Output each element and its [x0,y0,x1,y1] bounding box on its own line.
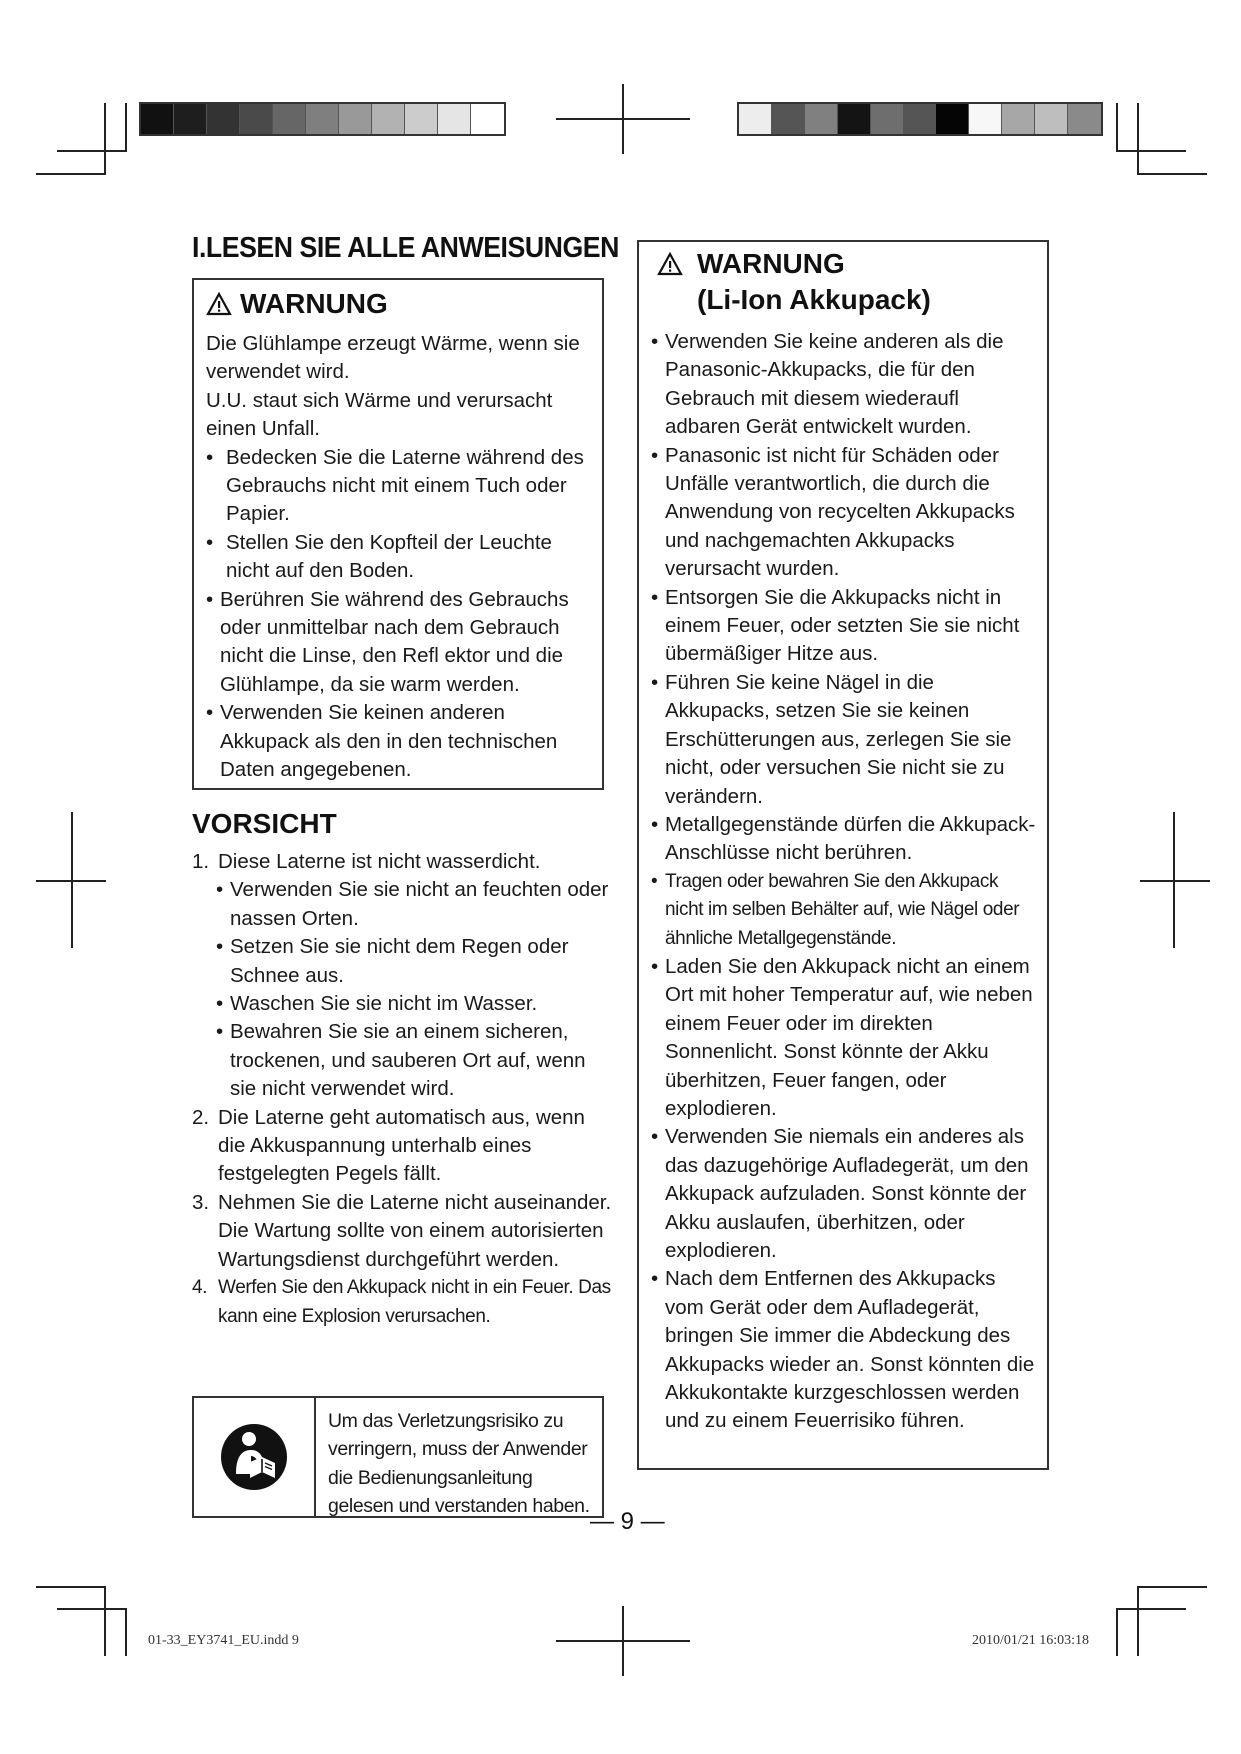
page-number: — 9 — [590,1508,665,1535]
color-swatch [904,104,937,134]
color-swatch [871,104,904,134]
color-swatch [240,104,273,134]
footer-timestamp: 2010/01/21 16:03:18 [972,1633,1090,1648]
warning-intro-1: Die Glühlampe erzeugt Wärme, wenn sie verwendet wird. [206,332,580,384]
color-swatch [174,104,207,134]
caution-heading: VORSICHT [192,808,337,839]
caution-subitem: • Waschen Sie sie nicht im Wasser. [192,990,612,1018]
warning-triangle-icon [657,252,683,276]
color-swatch [372,104,405,134]
color-swatch [438,104,471,134]
warning-bullet: • Bedecken Sie die Laterne während des Gebrauchs nicht mit einem Tuch oder Papier. [206,444,594,529]
warning-bullet: • Verwenden Sie keinen anderen Akkupack als den in den technischen Daten angegebenen. [206,699,594,784]
caution-item [192,1104,612,1189]
color-swatch [405,104,438,134]
li-ion-bullet: • Führen Sie keine Nägel in die Akkupacks, setzen Sie sie keinen Erschütterungen aus, zerlegen Sie sie nicht, oder versuchen Sie nicht sie zu verändern. [651,669,1039,811]
caution-subitem: • Setzen Sie sie nicht dem Regen oder Schnee aus. [192,933,612,990]
page-title: I.LESEN SIE ALLE ANWEISUNGEN [192,232,619,264]
caution-item-text: Nehmen Sie die Laterne nicht auseinander. Die Wartung sollte von einem autorisierten Wartungsdienst durchgeführt werden. [218,1190,612,1271]
caution-item-text: Werfen Sie den Akkupack nicht in ein Feuer. Das kann eine Explosion verursachen. [218,1277,611,1327]
caution-item [192,1274,612,1331]
color-swatch [805,104,838,134]
caution-item-number: 4. [192,1277,208,1299]
color-swatch [306,104,339,134]
li-ion-bullet: • Nach dem Entfernen des Akkupacks vom Gerät oder dem Aufladegerät, bringen Sie immer die Abdeckung des Akkupacks wieder an. Sonst könnten die Akkukontakte kurzgeschlossen werden und zu einem Feuerrisiko führen. [651,1265,1039,1435]
caution-item [192,848,612,876]
warning-box-left [192,278,604,790]
li-ion-bullet: • Verwenden Sie keine anderen als die Panasonic-Akkupacks, die für den Gebrauch mit diesem wiederaufl adbaren Gerät entwickelt wurden. [651,328,1039,442]
color-swatch [838,104,871,134]
footer-file-name: 01-33_EY3741_EU.indd 9 [148,1633,299,1648]
color-swatch [207,104,240,134]
color-swatch [1002,104,1035,134]
li-ion-bullet: • Laden Sie den Akkupack nicht an einem Ort mit hoher Temperatur auf, wie neben einem Feuer oder im direkten Sonnenlicht. Sonst könnte der Akku überhitzen, Feuer fangen, oder explodieren. [651,953,1039,1123]
li-ion-bullet: • Metallgegenstände dürfen die Akkupack-Anschlüsse nicht berühren. [651,811,1039,868]
li-ion-bullet: • Tragen oder bewahren Sie den Akkupack nicht im selben Behälter auf, wie Nägel oder ähnliche Metallgegenstände. [651,868,1039,953]
color-swatch [471,104,504,134]
caution-subitem: • Bewahren Sie sie an einem sicheren, trockenen, und sauberen Ort auf, wenn sie nicht verwendet wird. [192,1018,612,1103]
color-bar-left [139,102,506,136]
caution-item-text: Die Laterne geht automatisch aus, wenn die Akkuspannung unterhalb eines festgelegten Pegels fällt. [218,1105,585,1186]
caution-item-number: 3. [192,1190,210,1214]
warning-heading-text: WARNUNG [240,288,388,319]
warning-triangle-icon [206,292,232,316]
color-swatch [1035,104,1068,134]
color-swatch [739,104,772,134]
color-swatch [273,104,306,134]
manual-notice-text: Um das Verletzungsrisiko zu verringern, muss der Anwender die Bedienungsanleitung gelesen und verstanden haben. [328,1410,590,1518]
color-swatch [1068,104,1101,134]
warning-li-ion-heading-line1: WARNUNG [697,248,845,279]
caution-item-text: Diese Laterne ist nicht wasserdicht. [218,850,541,873]
warning-li-ion-subheading: (Li-Ion Akkupack) [697,284,931,315]
read-manual-icon [219,1422,289,1492]
caution-item-number: 2. [192,1105,210,1129]
color-swatch [936,104,969,134]
caution-list [192,848,612,1331]
caution-subitem: • Verwenden Sie sie nicht an feuchten oder nassen Orten. [192,876,612,933]
color-swatch [339,104,372,134]
caution-item-number: 1. [192,850,210,873]
manual-icon-cell [194,1398,316,1516]
warning-box-right [637,240,1049,1470]
warning-heading [206,288,594,320]
color-swatch [772,104,805,134]
li-ion-bullet: • Entsorgen Sie die Akkupacks nicht in einem Feuer, oder setzten Sie sie nicht übermäßiger Hitze aus. [651,584,1039,669]
color-bar-right [737,102,1103,136]
li-ion-bullet: • Panasonic ist nicht für Schäden oder Unfälle verantwortlich, die durch die Anwendung von recycelten Akkupacks und nachgemachten Akkupacks verursacht wurden. [651,442,1039,584]
warning-bullet: • Berühren Sie während des Gebrauchs oder unmittelbar nach dem Gebrauch nicht die Linse, den Refl ektor und die Glühlampe, da sie warm werden. [206,586,594,700]
color-swatch [969,104,1002,134]
warning-li-ion-heading [657,248,1039,280]
manual-notice-box [192,1396,604,1518]
li-ion-bullet: • Verwenden Sie niemals ein anderes als das dazugehörige Aufladegerät, um den Akkupack aufzuladen. Sonst könnte der Akku auslaufen, überhitzen, oder explodieren. [651,1123,1039,1265]
caution-item [192,1189,612,1274]
warning-intro-2: U.U. staut sich Wärme und verursacht einen Unfall. [206,388,553,441]
color-swatch [141,104,174,134]
warning-bullet: • Stellen Sie den Kopfteil der Leuchte nicht auf den Boden. [206,529,594,586]
